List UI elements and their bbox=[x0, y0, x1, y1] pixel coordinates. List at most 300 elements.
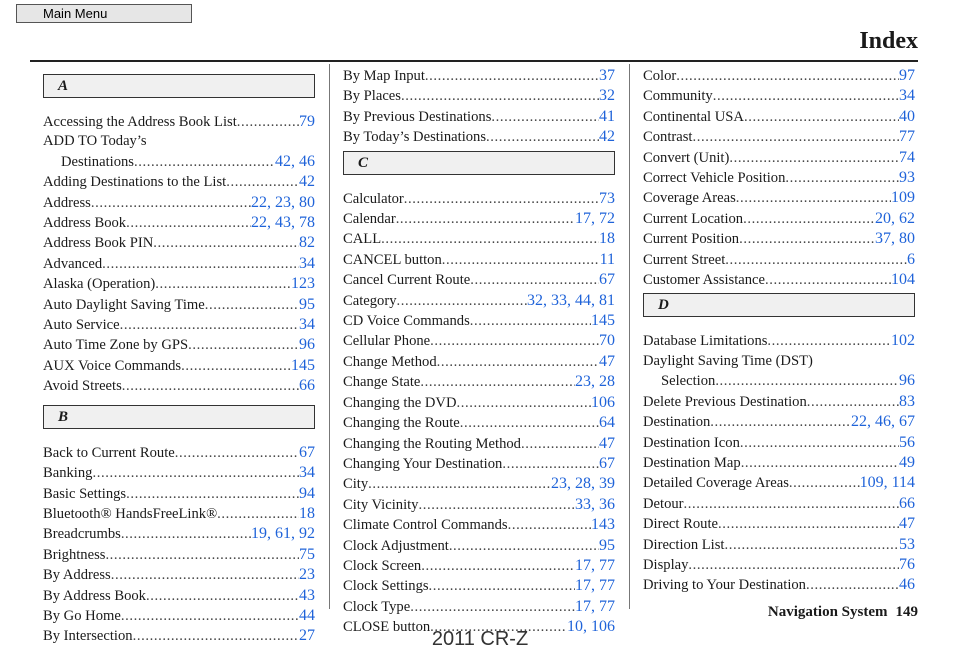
entry-term: Database Limitations bbox=[643, 333, 768, 350]
index-entry: Daylight Saving Time (DST) bbox=[643, 352, 813, 369]
index-entry bbox=[43, 484, 315, 504]
page-reference-link[interactable]: 34 bbox=[299, 464, 315, 482]
entry-term: Auto Daylight Saving Time bbox=[43, 296, 205, 313]
dot-leader bbox=[401, 87, 599, 106]
page-reference-link[interactable]: 77 bbox=[899, 128, 915, 146]
entry-term: Community bbox=[643, 88, 713, 105]
page-reference-link[interactable]: 102 bbox=[891, 332, 915, 350]
page-title: Index bbox=[859, 28, 918, 54]
index-entry bbox=[43, 274, 315, 294]
dot-leader bbox=[368, 475, 551, 494]
column-divider bbox=[329, 64, 330, 609]
page-reference-link[interactable]: 42, 46 bbox=[275, 152, 315, 170]
index-entry bbox=[343, 189, 615, 209]
page-reference-link[interactable]: 109, 114 bbox=[859, 474, 915, 492]
entry-term: By Address bbox=[43, 567, 111, 584]
dot-leader bbox=[713, 87, 899, 106]
entry-term: Breadcrumbs bbox=[43, 526, 121, 543]
index-entry bbox=[643, 473, 915, 493]
entry-term: Destination Icon bbox=[643, 434, 740, 451]
page-reference-link[interactable]: 6 bbox=[907, 250, 915, 268]
page-number: 149 bbox=[895, 604, 918, 620]
dot-leader bbox=[134, 153, 275, 172]
index-column-2 bbox=[343, 66, 615, 636]
page-reference-link[interactable]: 33, 36 bbox=[575, 495, 615, 513]
index-entry bbox=[643, 209, 915, 229]
main-menu-button[interactable]: Main Menu bbox=[16, 4, 192, 23]
page-reference-link[interactable]: 34 bbox=[899, 87, 915, 105]
dot-leader bbox=[789, 474, 860, 493]
entry-term: Calculator bbox=[343, 190, 404, 207]
entry-term: Coverage Areas bbox=[643, 190, 736, 207]
index-entry bbox=[643, 127, 915, 147]
entry-term: Continental USA bbox=[643, 108, 744, 125]
index-entry bbox=[643, 514, 915, 534]
dot-leader bbox=[807, 393, 899, 412]
entry-term: Auto Time Zone by GPS bbox=[43, 337, 189, 354]
entry-term: Clock Screen bbox=[343, 557, 422, 574]
column-divider bbox=[629, 64, 630, 609]
index-entry bbox=[343, 127, 615, 147]
dot-leader bbox=[217, 505, 299, 524]
index-entry bbox=[343, 311, 615, 331]
entry-term: Display bbox=[643, 556, 689, 573]
page-reference-link[interactable]: 49 bbox=[899, 453, 915, 471]
page-reference-link[interactable]: 27 bbox=[299, 627, 315, 645]
entry-term: Contrast bbox=[643, 129, 693, 146]
index-entry bbox=[43, 356, 315, 376]
index-entry bbox=[43, 315, 315, 335]
entry-term: Destinations bbox=[61, 153, 134, 170]
dot-leader bbox=[729, 149, 899, 168]
index-entry: ADD TO Today’s bbox=[43, 133, 147, 150]
entry-term: By Go Home bbox=[43, 607, 121, 624]
dot-leader bbox=[421, 557, 575, 576]
page-reference-link[interactable]: 123 bbox=[291, 275, 315, 293]
dot-leader bbox=[122, 377, 299, 396]
entry-term: Accessing the Address Book List bbox=[43, 114, 237, 130]
dot-leader bbox=[785, 169, 899, 188]
index-entry bbox=[643, 188, 915, 208]
index-entry bbox=[43, 152, 315, 172]
entry-term: Cancel Current Route bbox=[343, 272, 471, 289]
dot-leader bbox=[442, 251, 600, 270]
index-entry bbox=[343, 434, 615, 454]
index-entry bbox=[343, 250, 615, 270]
page-reference-link[interactable]: 67 bbox=[299, 443, 315, 461]
dot-leader bbox=[718, 515, 899, 534]
page-reference-link[interactable]: 67 bbox=[599, 271, 615, 289]
page-reference-link[interactable]: 53 bbox=[899, 535, 915, 553]
page-reference-link[interactable]: 47 bbox=[599, 352, 615, 370]
page-reference-link[interactable]: 17, 77 bbox=[575, 556, 615, 574]
index-entry bbox=[343, 107, 615, 127]
page-reference-link[interactable]: 20, 62 bbox=[875, 209, 915, 227]
dot-leader bbox=[806, 576, 899, 595]
entry-term: Customer Assistance bbox=[643, 272, 766, 289]
dot-leader bbox=[430, 332, 599, 351]
title-rule bbox=[30, 60, 918, 62]
entry-term: Changing the Routing Method bbox=[343, 435, 521, 452]
entry-term: Clock Adjustment bbox=[343, 537, 449, 554]
entry-term: Clock Settings bbox=[343, 578, 429, 595]
index-entry bbox=[643, 229, 915, 249]
entry-term: Detour bbox=[643, 495, 684, 512]
index-entry bbox=[643, 555, 915, 575]
section-header: C bbox=[343, 151, 615, 175]
index-entry bbox=[643, 392, 915, 412]
index-entry bbox=[43, 335, 315, 355]
entry-term: Auto Service bbox=[43, 317, 120, 334]
index-entry bbox=[43, 463, 315, 483]
page-reference-link[interactable]: 23, 28 bbox=[575, 373, 615, 391]
dot-leader bbox=[744, 108, 899, 127]
index-entry bbox=[343, 331, 615, 351]
index-entry bbox=[43, 213, 315, 233]
dot-leader bbox=[736, 189, 891, 208]
entry-term: City bbox=[343, 476, 369, 493]
page-reference-link[interactable]: 70 bbox=[599, 332, 615, 350]
entry-term: Destination bbox=[643, 414, 711, 431]
page-reference-link[interactable]: 46 bbox=[899, 576, 915, 594]
footer-nav-label: Navigation System bbox=[767, 604, 888, 620]
page-reference-link[interactable]: 11 bbox=[599, 250, 615, 268]
dot-leader bbox=[437, 353, 599, 372]
index-entry bbox=[343, 474, 615, 494]
dot-leader bbox=[470, 312, 591, 331]
page-reference-link[interactable]: 37 bbox=[599, 67, 615, 84]
index-entry bbox=[43, 504, 315, 524]
index-entry bbox=[643, 433, 915, 453]
entry-term: Brightness bbox=[43, 546, 106, 563]
dot-leader bbox=[91, 194, 251, 213]
section-header: A bbox=[43, 74, 315, 98]
page-reference-link[interactable]: 34 bbox=[299, 316, 315, 334]
page-reference-link[interactable]: 23, 28, 39 bbox=[551, 475, 615, 493]
page-reference-link[interactable]: 82 bbox=[299, 234, 315, 252]
dot-leader bbox=[92, 464, 299, 483]
entry-term: Correct Vehicle Position bbox=[643, 170, 786, 187]
page-reference-link[interactable]: 97 bbox=[899, 67, 915, 84]
entry-term: Changing Your Destination bbox=[343, 455, 503, 472]
index-entry bbox=[343, 209, 615, 229]
dot-leader bbox=[126, 485, 299, 504]
entry-term: Address Book bbox=[43, 215, 127, 232]
page-reference-link[interactable]: 106 bbox=[591, 393, 615, 411]
page-reference-link[interactable]: 93 bbox=[899, 169, 915, 187]
entry-term: Category bbox=[343, 292, 397, 309]
index-entry bbox=[343, 454, 615, 474]
index-entry bbox=[343, 270, 615, 290]
dot-leader bbox=[743, 210, 875, 229]
index-entry bbox=[643, 86, 915, 106]
dot-leader bbox=[126, 214, 251, 233]
page-reference-link[interactable]: 41 bbox=[599, 107, 615, 125]
page-reference-link[interactable]: 73 bbox=[599, 189, 615, 207]
index-entry bbox=[643, 66, 915, 86]
page-reference-link[interactable]: 43 bbox=[299, 586, 315, 604]
entry-term: Avoid Streets bbox=[43, 378, 122, 395]
index-entry bbox=[343, 372, 615, 392]
dot-leader bbox=[120, 316, 299, 335]
page-reference-link[interactable]: 94 bbox=[299, 484, 315, 502]
index-entry bbox=[43, 254, 315, 274]
index-entry bbox=[343, 576, 615, 596]
entry-term: Adding Destinations to the List bbox=[43, 174, 227, 191]
page-reference-link[interactable]: 143 bbox=[591, 516, 615, 534]
dot-leader bbox=[153, 234, 299, 253]
page-reference-link[interactable]: 17, 77 bbox=[575, 577, 615, 595]
dot-leader bbox=[715, 372, 899, 391]
entry-term: Current Position bbox=[643, 231, 740, 248]
page-reference-link[interactable]: 96 bbox=[299, 336, 315, 354]
page-reference-link[interactable]: 34 bbox=[299, 254, 315, 272]
entry-term: CALL bbox=[343, 231, 382, 248]
index-entry bbox=[343, 291, 615, 311]
dot-leader bbox=[739, 230, 875, 249]
dot-leader bbox=[692, 128, 899, 147]
index-entry bbox=[343, 229, 615, 249]
page-reference-link[interactable]: 64 bbox=[599, 414, 615, 432]
index-entry bbox=[643, 168, 915, 188]
page-reference-link[interactable]: 67 bbox=[599, 454, 615, 472]
page-reference-link[interactable]: 95 bbox=[299, 295, 315, 313]
index-entry bbox=[643, 535, 915, 555]
page-reference-link[interactable]: 95 bbox=[599, 536, 615, 554]
page-reference-link[interactable]: 47 bbox=[599, 434, 615, 452]
section-header: B bbox=[43, 405, 315, 429]
dot-leader bbox=[725, 251, 907, 270]
index-entry bbox=[43, 112, 315, 132]
page-reference-link[interactable]: 47 bbox=[899, 515, 915, 533]
index-entry bbox=[43, 172, 315, 192]
index-entry bbox=[643, 371, 915, 391]
entry-term: By Address Book bbox=[43, 587, 146, 604]
dot-leader bbox=[188, 336, 299, 355]
entry-term: Bluetooth® HandsFreeLink® bbox=[43, 505, 218, 522]
index-entry bbox=[343, 86, 615, 106]
index-entry bbox=[343, 495, 615, 515]
entry-term: Selection bbox=[661, 373, 716, 390]
entry-term: Address bbox=[43, 194, 91, 211]
dot-leader bbox=[429, 577, 575, 596]
index-entry bbox=[343, 393, 615, 413]
dot-leader bbox=[502, 455, 599, 474]
index-entry bbox=[43, 524, 315, 544]
entry-term: Cellular Phone bbox=[343, 333, 431, 350]
index-entry bbox=[343, 352, 615, 372]
page-reference-link[interactable]: 109 bbox=[891, 189, 915, 207]
dot-leader bbox=[404, 190, 599, 209]
page-reference-link[interactable]: 22, 46, 67 bbox=[851, 413, 915, 431]
page-reference-link[interactable]: 76 bbox=[899, 555, 915, 573]
entry-term: Current Street bbox=[643, 251, 726, 268]
dot-leader bbox=[767, 332, 891, 351]
index-entry bbox=[643, 250, 915, 270]
page-reference-link[interactable]: 22, 43, 78 bbox=[251, 214, 315, 232]
entry-term: Current Location bbox=[643, 210, 744, 227]
dot-leader bbox=[491, 108, 599, 127]
entry-term: Back to Current Route bbox=[43, 444, 175, 461]
index-entry bbox=[43, 606, 315, 626]
dot-leader bbox=[410, 598, 575, 617]
page-reference-link[interactable]: 66 bbox=[299, 377, 315, 395]
page-reference-link[interactable]: 44 bbox=[299, 606, 315, 624]
index-entry bbox=[343, 597, 615, 617]
page-reference-link[interactable]: 22, 23, 80 bbox=[251, 193, 315, 211]
entry-term: Change State bbox=[343, 374, 421, 391]
dot-leader bbox=[105, 546, 299, 565]
page-reference-link[interactable]: 42 bbox=[299, 173, 315, 191]
page-reference-link[interactable]: 18 bbox=[599, 230, 615, 248]
index-entry bbox=[643, 331, 915, 351]
page-reference-link[interactable]: 17, 72 bbox=[575, 210, 615, 228]
index-entry bbox=[43, 193, 315, 213]
footer-nav bbox=[768, 604, 918, 621]
dot-leader bbox=[397, 292, 528, 311]
entry-term: City Vicinity bbox=[343, 496, 419, 513]
index-entry bbox=[43, 233, 315, 253]
index-column-3 bbox=[643, 66, 915, 611]
page-reference-link[interactable]: 40 bbox=[899, 107, 915, 125]
page-reference-link[interactable]: 18 bbox=[299, 504, 315, 522]
dot-leader bbox=[521, 435, 599, 454]
page-reference-link[interactable]: 32, 33, 44, 81 bbox=[527, 291, 615, 309]
dot-leader bbox=[741, 454, 899, 473]
entry-term: Calendar bbox=[343, 211, 396, 228]
entry-term: By Map Input bbox=[343, 68, 425, 84]
index-entry bbox=[343, 413, 615, 433]
dot-leader bbox=[457, 394, 592, 413]
index-entry bbox=[343, 515, 615, 535]
dot-leader bbox=[684, 495, 899, 514]
dot-leader bbox=[710, 413, 851, 432]
page-reference-link[interactable]: 10, 106 bbox=[567, 618, 615, 636]
dot-leader bbox=[111, 566, 299, 585]
page-reference-link[interactable]: 145 bbox=[591, 312, 615, 330]
entry-term: Basic Settings bbox=[43, 485, 127, 502]
dot-leader bbox=[418, 496, 575, 515]
entry-term: Advanced bbox=[43, 255, 103, 272]
entry-term: CD Voice Commands bbox=[343, 313, 470, 330]
index-entry bbox=[643, 270, 915, 290]
page-reference-link[interactable]: 75 bbox=[299, 545, 315, 563]
entry-term: By Previous Destinations bbox=[343, 108, 492, 125]
dot-leader bbox=[381, 230, 599, 249]
dot-leader bbox=[508, 516, 591, 535]
page-reference-link[interactable]: 96 bbox=[899, 372, 915, 390]
dot-leader bbox=[486, 128, 599, 147]
entry-term: By Intersection bbox=[43, 628, 133, 645]
dot-leader bbox=[121, 607, 299, 626]
entry-term: CLOSE button bbox=[343, 619, 431, 636]
entry-term: AUX Voice Commands bbox=[43, 357, 182, 374]
entry-term: Direct Route bbox=[643, 516, 718, 533]
index-entry bbox=[43, 565, 315, 585]
entry-term: Color bbox=[643, 68, 677, 84]
page-reference-link[interactable]: 74 bbox=[899, 148, 915, 166]
dot-leader bbox=[226, 173, 299, 192]
entry-term: Alaska (Operation) bbox=[43, 276, 156, 293]
index-entry bbox=[643, 494, 915, 514]
dot-leader bbox=[740, 434, 899, 453]
entry-term: Convert (Unit) bbox=[643, 149, 730, 166]
entry-term: Clock Type bbox=[343, 598, 411, 615]
dot-leader bbox=[688, 556, 899, 575]
index-entry bbox=[43, 376, 315, 396]
dot-leader bbox=[765, 271, 891, 290]
dot-leader bbox=[724, 536, 899, 555]
page-reference-link[interactable]: 56 bbox=[899, 433, 915, 451]
entry-term: Change Method bbox=[343, 353, 437, 370]
page-reference-link[interactable]: 17, 77 bbox=[575, 597, 615, 615]
dot-leader bbox=[676, 67, 899, 86]
page-reference-link[interactable]: 83 bbox=[899, 392, 915, 410]
entry-term: Delete Previous Destination bbox=[643, 393, 807, 410]
index-entry bbox=[343, 536, 615, 556]
index-entry bbox=[643, 575, 915, 595]
page-reference-link[interactable]: 23 bbox=[299, 566, 315, 584]
page-reference-link[interactable]: 79 bbox=[299, 113, 315, 130]
index-entry bbox=[643, 148, 915, 168]
entry-term: Address Book PIN bbox=[43, 235, 154, 252]
index-entry bbox=[643, 412, 915, 432]
dot-leader bbox=[205, 296, 299, 315]
entry-term: Direction List bbox=[643, 536, 725, 553]
dot-leader bbox=[155, 275, 291, 294]
index-entry bbox=[43, 545, 315, 565]
entry-term: Changing the DVD bbox=[343, 394, 457, 411]
section-header: D bbox=[643, 293, 915, 317]
index-entry bbox=[643, 453, 915, 473]
index-entry bbox=[343, 556, 615, 576]
page-reference-link[interactable]: 104 bbox=[891, 271, 915, 289]
index-entry bbox=[343, 66, 615, 86]
index-column-1 bbox=[43, 66, 315, 645]
page-reference-link[interactable]: 32 bbox=[599, 87, 615, 105]
dot-leader bbox=[425, 67, 599, 86]
dot-leader bbox=[175, 444, 299, 463]
dot-leader bbox=[237, 113, 299, 132]
dot-leader bbox=[470, 271, 599, 290]
page-reference-link[interactable]: 37, 80 bbox=[875, 230, 915, 248]
dot-leader bbox=[460, 414, 599, 433]
entry-term: Detailed Coverage Areas bbox=[643, 475, 789, 492]
footer-model: 2011 CR-Z bbox=[431, 628, 529, 650]
entry-term: Driving to Your Destination bbox=[643, 577, 806, 594]
index-entry bbox=[43, 443, 315, 463]
page-reference-link[interactable]: 145 bbox=[291, 356, 315, 374]
entry-term: Banking bbox=[43, 465, 93, 482]
index-entry bbox=[43, 295, 315, 315]
page-reference-link[interactable]: 42 bbox=[599, 128, 615, 146]
page-reference-link[interactable]: 19, 61, 92 bbox=[251, 525, 315, 543]
entry-term: Changing the Route bbox=[343, 415, 460, 432]
dot-leader bbox=[121, 525, 251, 544]
page-reference-link[interactable]: 66 bbox=[899, 494, 915, 512]
dot-leader bbox=[449, 537, 599, 556]
entry-term: Climate Control Commands bbox=[343, 517, 508, 534]
dot-leader bbox=[146, 587, 299, 606]
entry-term: By Today’s Destinations bbox=[343, 129, 487, 146]
dot-leader bbox=[420, 373, 575, 392]
index-entry bbox=[43, 586, 315, 606]
dot-leader bbox=[396, 210, 575, 229]
entry-term: CANCEL button bbox=[343, 251, 442, 268]
entry-term: Destination Map bbox=[643, 454, 741, 471]
dot-leader bbox=[102, 255, 299, 274]
entry-term: By Places bbox=[343, 88, 401, 105]
